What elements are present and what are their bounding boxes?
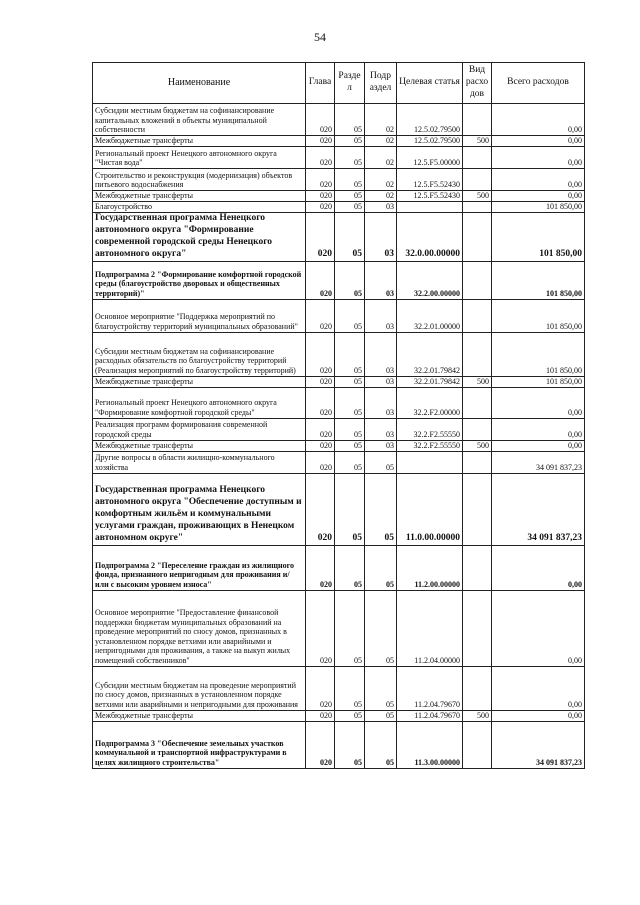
cell-amount: 101 850,00 [492,213,585,262]
cell-amount: 0,00 [492,191,585,202]
table-row [93,451,585,473]
table-row [93,721,585,768]
cell-section: 05 [335,666,365,710]
cell-expense-type [463,545,492,590]
cell-chapter: 020 [306,261,335,299]
cell-chapter: 020 [306,440,335,451]
cell-target: 12.5.F5.52430 [397,191,463,202]
header-total: Всего расходов [492,63,585,104]
table-row [93,104,585,136]
cell-section: 05 [335,213,365,262]
cell-section: 05 [335,261,365,299]
cell-section: 05 [335,191,365,202]
cell-section: 05 [335,376,365,387]
table-row [93,136,585,147]
cell-name: Подпрограмма 2 "Формирование комфортной городской среды (благоустройство дворовых и общественных территорий)" [93,261,306,299]
cell-chapter: 020 [306,213,335,262]
cell-target: 32.2.F2.00000 [397,387,463,418]
header-subsection: Подр аздел [365,63,397,104]
table-row [93,299,585,332]
cell-amount: 0,00 [492,710,585,721]
cell-chapter: 020 [306,418,335,440]
header-target: Целевая статья [397,63,463,104]
cell-section: 05 [335,387,365,418]
cell-amount: 101 850,00 [492,376,585,387]
cell-section: 05 [335,147,365,169]
cell-subsection: 05 [365,666,397,710]
cell-amount: 34 091 837,23 [492,721,585,768]
cell-name: Субсидии местным бюджетам на софинансирование капитальных вложений в объекты муниципальной собственности [93,104,306,136]
cell-section: 05 [335,545,365,590]
cell-expense-type: 500 [463,710,492,721]
table-row [93,202,585,213]
cell-chapter: 020 [306,136,335,147]
cell-subsection: 02 [365,169,397,191]
table-row [93,440,585,451]
cell-subsection: 02 [365,136,397,147]
cell-subsection: 03 [365,387,397,418]
cell-subsection: 03 [365,299,397,332]
cell-subsection: 03 [365,202,397,213]
cell-expense-type [463,473,492,545]
cell-name: Основное мероприятие "Предоставление финансовой поддержки бюджетам муниципальных образований на проведение мероприятий по сносу домов, признанных в установленном порядке ветхими или аварийными и непригодными для проживания, а также на выкуп жилых помещений собственников" [93,590,306,666]
cell-target: 32.2.F2.55550 [397,418,463,440]
cell-target [397,202,463,213]
cell-target: 12.5.F5.52430 [397,169,463,191]
cell-expense-type [463,202,492,213]
cell-section: 05 [335,418,365,440]
cell-expense-type: 500 [463,376,492,387]
cell-subsection: 02 [365,147,397,169]
header-name: Наименование [93,63,306,104]
table-row [93,191,585,202]
cell-amount: 0,00 [492,136,585,147]
cell-chapter: 020 [306,202,335,213]
cell-target: 11.3.00.00000 [397,721,463,768]
cell-expense-type [463,590,492,666]
cell-subsection: 03 [365,213,397,262]
cell-target: 32.2.00.00000 [397,261,463,299]
cell-amount: 0,00 [492,147,585,169]
cell-target [397,451,463,473]
cell-section: 05 [335,451,365,473]
cell-section: 05 [335,332,365,376]
cell-amount: 34 091 837,23 [492,473,585,545]
table-row [93,332,585,376]
cell-section: 05 [335,440,365,451]
cell-name: Государственная программа Ненецкого автономного округа "Формирование современной городской среды Ненецкого автономного округа" [93,213,306,262]
cell-expense-type [463,213,492,262]
cell-name: Региональный проект Ненецкого автономного округа "Формирование комфортной городской среды" [93,387,306,418]
cell-target: 11.2.00.00000 [397,545,463,590]
cell-chapter: 020 [306,191,335,202]
cell-chapter: 020 [306,169,335,191]
cell-name: Межбюджетные трансферты [93,376,306,387]
cell-expense-type [463,721,492,768]
cell-expense-type: 500 [463,136,492,147]
cell-expense-type [463,261,492,299]
cell-amount: 34 091 837,23 [492,451,585,473]
cell-subsection: 03 [365,261,397,299]
cell-name: Благоустройство [93,202,306,213]
page-number: 54 [314,30,326,44]
cell-chapter: 020 [306,545,335,590]
cell-amount: 0,00 [492,545,585,590]
budget-table [92,62,585,769]
cell-expense-type [463,299,492,332]
cell-subsection: 03 [365,376,397,387]
cell-name: Подпрограмма 2 "Переселение граждан из жилищного фонда, признанного непригодным для проживания и/или с высоким уровнем износа" [93,545,306,590]
cell-amount: 101 850,00 [492,261,585,299]
cell-name: Субсидии местным бюджетам на софинансирование расходных обязательств по благоустройству территорий (Реализация мероприятий по благоустройству территорий) [93,332,306,376]
cell-expense-type [463,104,492,136]
cell-section: 05 [335,136,365,147]
table-row [93,418,585,440]
cell-section: 05 [335,473,365,545]
cell-subsection: 03 [365,440,397,451]
cell-expense-type [463,387,492,418]
cell-chapter: 020 [306,590,335,666]
cell-name: Государственная программа Ненецкого автономного округа "Обеспечение доступным и комфортным жильём и коммунальными услугами граждан, проживающих в Ненецком автономном округе" [93,473,306,545]
cell-subsection: 02 [365,191,397,202]
cell-target: 11.2.04.79670 [397,666,463,710]
header-chapter: Глава [306,63,335,104]
cell-expense-type: 500 [463,440,492,451]
table-row [93,387,585,418]
cell-target: 32.2.F2.55550 [397,440,463,451]
cell-expense-type: 500 [463,191,492,202]
header-expense-type: Вид расхо дов [463,63,492,104]
cell-name: Межбюджетные трансферты [93,440,306,451]
table-row [93,710,585,721]
cell-name: Межбюджетные трансферты [93,710,306,721]
cell-expense-type [463,147,492,169]
cell-expense-type [463,418,492,440]
cell-expense-type [463,332,492,376]
table-row [93,261,585,299]
cell-chapter: 020 [306,332,335,376]
cell-amount: 0,00 [492,590,585,666]
cell-target: 11.2.04.00000 [397,590,463,666]
cell-subsection: 05 [365,710,397,721]
table-row [93,147,585,169]
cell-expense-type [463,169,492,191]
table-row [93,169,585,191]
cell-section: 05 [335,202,365,213]
cell-section: 05 [335,590,365,666]
cell-target: 32.2.01.79842 [397,376,463,387]
cell-target: 32.2.01.79842 [397,332,463,376]
cell-name: Основное мероприятие "Поддержка мероприятий по благоустройству территорий муниципальных образований" [93,299,306,332]
cell-chapter: 020 [306,376,335,387]
cell-amount: 101 850,00 [492,299,585,332]
cell-amount: 101 850,00 [492,202,585,213]
cell-subsection: 05 [365,545,397,590]
cell-amount: 0,00 [492,387,585,418]
cell-subsection: 05 [365,473,397,545]
cell-subsection: 03 [365,418,397,440]
cell-name: Строительство и реконструкция (модернизация) объектов питьевого водоснабжения [93,169,306,191]
table-row [93,473,585,545]
cell-name: Межбюджетные трансферты [93,191,306,202]
cell-chapter: 020 [306,473,335,545]
cell-amount: 101 850,00 [492,332,585,376]
cell-chapter: 020 [306,387,335,418]
cell-target: 12.5.02.79500 [397,104,463,136]
cell-target: 12.5.F5.00000 [397,147,463,169]
cell-target: 32.0.00.00000 [397,213,463,262]
cell-section: 05 [335,104,365,136]
cell-name: Субсидии местным бюджетам на проведение мероприятий по сносу домов, признанных в установленном порядке ветхими или аварийными и непригодными для проживания [93,666,306,710]
table-row [93,666,585,710]
table-row [93,376,585,387]
cell-chapter: 020 [306,710,335,721]
cell-subsection: 02 [365,104,397,136]
cell-name: Региональный проект Ненецкого автономного округа "Чистая вода" [93,147,306,169]
table-row [93,213,585,262]
cell-chapter: 020 [306,666,335,710]
cell-section: 05 [335,721,365,768]
cell-section: 05 [335,299,365,332]
cell-chapter: 020 [306,451,335,473]
cell-expense-type [463,451,492,473]
cell-chapter: 020 [306,147,335,169]
cell-expense-type [463,666,492,710]
cell-chapter: 020 [306,721,335,768]
cell-target: 32.2.01.00000 [397,299,463,332]
cell-amount: 0,00 [492,169,585,191]
cell-target: 11.2.04.79670 [397,710,463,721]
cell-section: 05 [335,710,365,721]
cell-chapter: 020 [306,104,335,136]
cell-target: 11.0.00.00000 [397,473,463,545]
cell-target: 12.5.02.79500 [397,136,463,147]
cell-subsection: 05 [365,590,397,666]
table-row [93,545,585,590]
cell-subsection: 05 [365,721,397,768]
cell-amount: 0,00 [492,666,585,710]
cell-name: Межбюджетные трансферты [93,136,306,147]
cell-name: Реализация программ формирования современной городской среды [93,418,306,440]
table-header-row [93,63,585,104]
cell-amount: 0,00 [492,418,585,440]
cell-amount: 0,00 [492,440,585,451]
cell-amount: 0,00 [492,104,585,136]
cell-name: Другие вопросы в области жилищно-коммунального хозяйства [93,451,306,473]
cell-subsection: 03 [365,332,397,376]
cell-name: Подпрограмма 3 "Обеспечение земельных участков коммунальной и транспортной инфраструктурами в целях жилищного строительства" [93,721,306,768]
cell-section: 05 [335,169,365,191]
cell-subsection: 05 [365,451,397,473]
table-row [93,590,585,666]
header-section: Разде л [335,63,365,104]
cell-chapter: 020 [306,299,335,332]
